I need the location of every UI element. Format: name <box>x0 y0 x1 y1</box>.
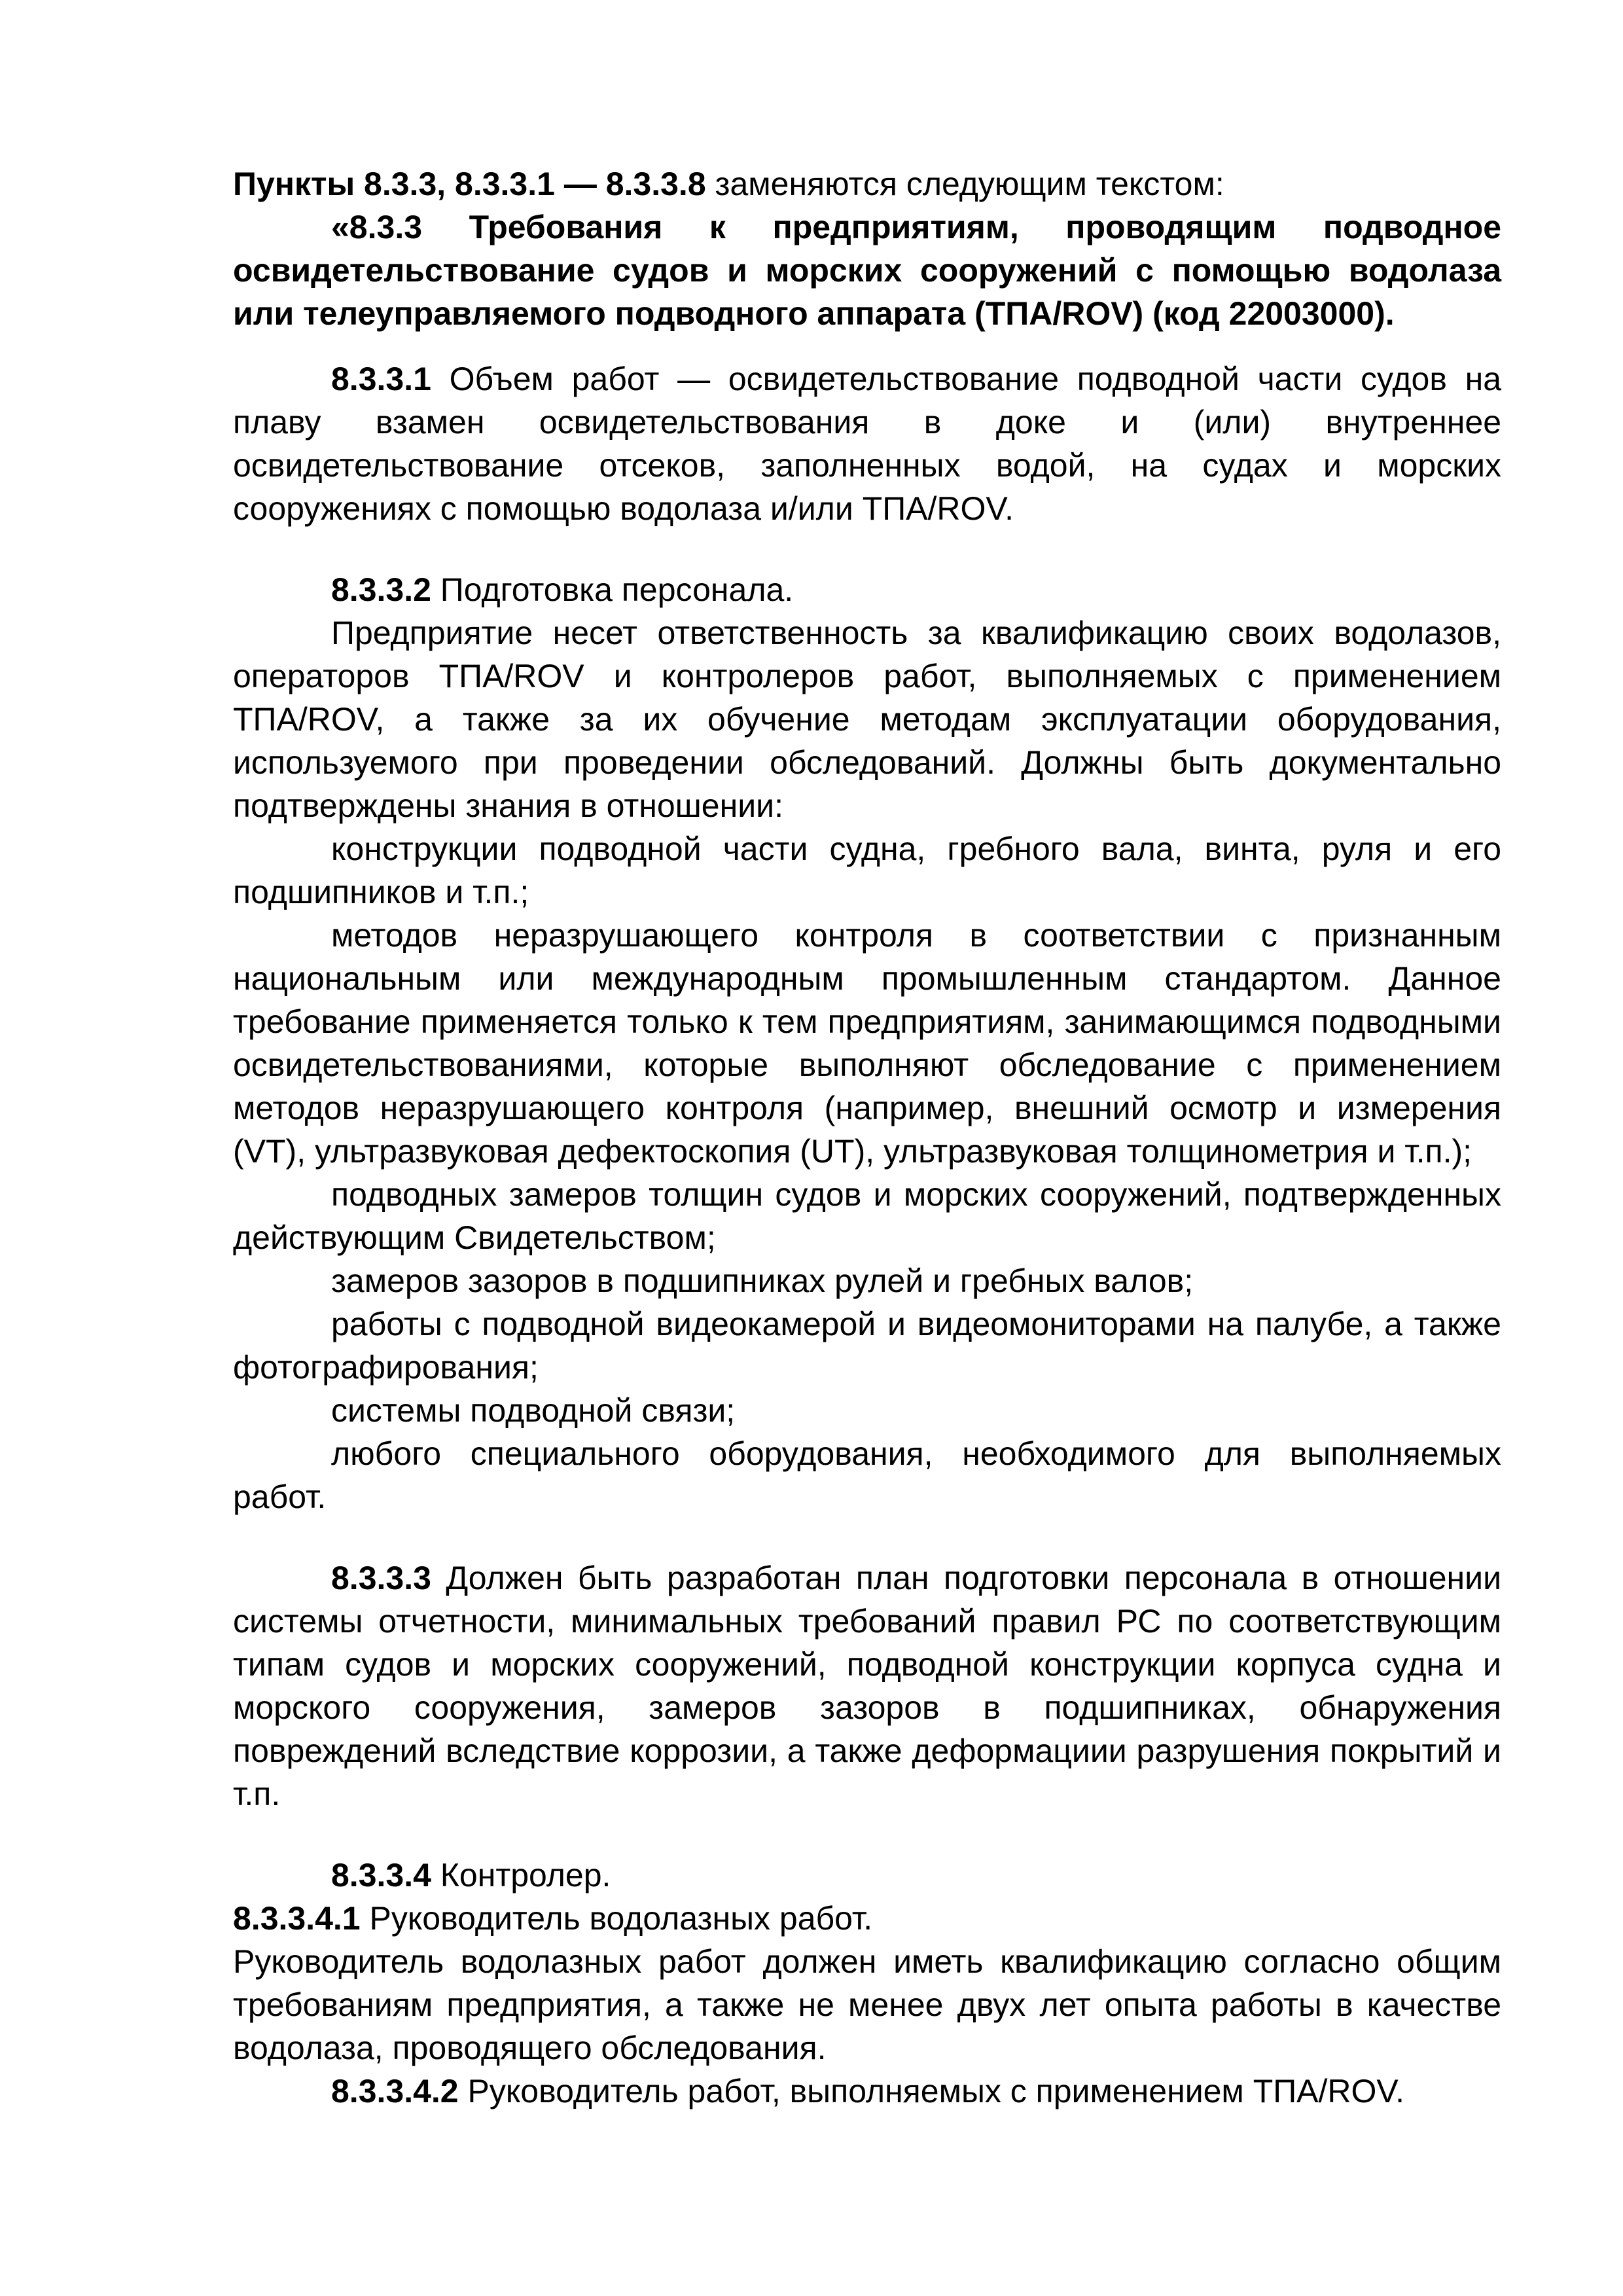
clause-8-3-3-3 <box>233 1556 1501 1816</box>
intro-clauses: Пункты 8.3.3, 8.3.3.1 — 8.3.3.8 <box>233 166 706 202</box>
clause-number: 8.3.3.4.2 <box>331 2073 459 2109</box>
clause-number: 8.3.3.1 <box>331 361 431 397</box>
intro-line <box>233 162 1501 206</box>
list-item: методов неразрушающего контроля в соответствии с признанным национальным или международным промышленным стандартом. Данное требование применяется только к тем предприятиям, занимающимся подводными освидетельствованиями, которые выполняют обследование с применением методов неразрушающего контроля (например, внешний осмотр и измерения (VT), ультразвуковая дефектоскопия (UT), ультразвуковая толщинометрия и т.п.); <box>233 917 1501 1170</box>
clause-text: Руководитель работ, выполняемых с применением ТПА/ROV. <box>458 2073 1405 2109</box>
clause-8-3-3-4-1-paragraph: Руководитель водолазных работ должен иметь квалификацию согласно общим требованиям предприятия, а также не менее двух лет опыта работы в качестве водолаза, проводящего обследования. <box>233 1943 1501 2066</box>
clause-8-3-3-2-paragraph: Предприятие несет ответственность за квалификацию своих водолазов, операторов ТПА/ROV и контролеров работ, выполняемых с применением ТПА/ROV, а также за их обучение методам эксплуатации оборудования, используемого при проведении обследований. Должны быть документально подтверждены знания в отношении: <box>233 615 1501 824</box>
document-page <box>233 162 1501 2113</box>
list-item: любого специального оборудования, необходимого для выполняемых работ. <box>233 1435 1501 1515</box>
list-item: работы с подводной видеокамерой и видеомониторами на палубе, а также фотографирования; <box>233 1306 1501 1386</box>
clause-number: 8.3.3.4.1 <box>233 1900 361 1937</box>
list-item: подводных замеров толщин судов и морских сооружений, подтвержденных действующим Свидетельством; <box>233 1176 1501 1256</box>
clause-text: Руководитель водолазных работ. <box>360 1900 873 1937</box>
clause-8-3-3-2 <box>233 568 1501 611</box>
section-heading: «8.3.3 Требования к предприятиям, проводящим подводное освидетельствование судов и морских сооружений с помощью водолаза или телеуправляемого подводного аппарата (ТПА/ROV) (код 22003000). <box>233 209 1501 332</box>
clause-number: 8.3.3.4 <box>331 1857 431 1893</box>
clause-8-3-3-4-2 <box>233 2070 1501 2113</box>
clause-text: Объем работ — освидетельствование подводной части судов на плаву взамен освидетельствования в доке и (или) внутреннее освидетельствование отсеков, заполненных водой, на судах и морских сооружениях с помощью водолаза и/или ТПА/ROV. <box>233 361 1501 527</box>
list-item: замеров зазоров в подшипниках рулей и гребных валов; <box>331 1263 1194 1299</box>
intro-rest: заменяются следующим текстом: <box>705 166 1224 202</box>
clause-8-3-3-1 <box>233 357 1501 530</box>
clause-8-3-3-4-1 <box>233 1897 1501 1940</box>
list-item: системы подводной связи; <box>331 1392 736 1429</box>
clause-text: Контролер. <box>431 1857 611 1893</box>
clause-text: Должен быть разработан план подготовки персонала в отношении системы отчетности, минимальных требований правил РС по соответствующим типам судов и морских сооружений, подводной конструкции корпуса судна и морского сооружения, замеров зазоров в подшипниках, обнаружения повреждений вследствие коррозии, а также деформациии разрушения покрытий и т.п. <box>233 1560 1501 1812</box>
clause-number: 8.3.3.2 <box>331 571 431 608</box>
list-item: конструкции подводной части судна, гребного вала, винта, руля и его подшипников и т.п.; <box>233 831 1501 910</box>
clause-number: 8.3.3.3 <box>331 1560 431 1596</box>
clause-8-3-3-4 <box>233 1854 1501 1897</box>
clause-text: Подготовка персонала. <box>431 571 794 608</box>
